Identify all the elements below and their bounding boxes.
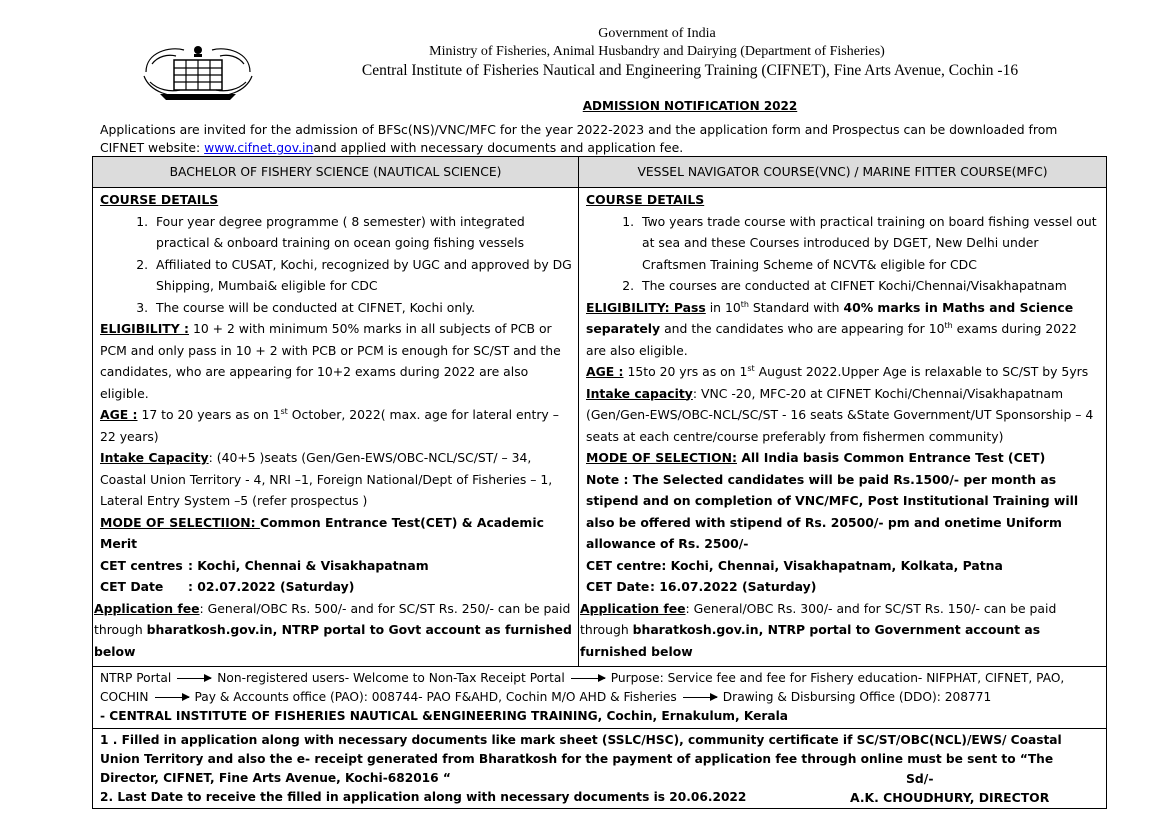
mode-label: MODE OF SELECTIION: [100, 514, 260, 530]
eligibility-text-b: Standard with [748, 299, 844, 315]
notice-title: ADMISSION NOTIFICATION 2022 [582, 99, 798, 113]
list-item: 1. Two years trade course with practical training on board fishing vessel out at sea and these Courses introduced by DGET, New Delhi under Craftsmen Training Scheme of NCVT& eligible for CDC [638, 211, 1100, 276]
cet-centres-label: CET centres [100, 557, 183, 573]
list-item: 1. Four year degree programme ( 8 semester) with integrated practical & onboard training on ocean going fishing vessels [152, 211, 572, 254]
intro-text-after: and applied with necessary documents and application fee. [313, 140, 684, 155]
fee-section [93, 598, 572, 663]
ntrp-step-3: Purpose: Service fee and fee for Fishery education- NIFPHAT, CIFNET, PAO, COCHIN [100, 671, 1065, 704]
eligibility-label: ELIGIBILITY: Pass [586, 299, 706, 315]
cet-date-row [586, 576, 1100, 598]
cet-date-label: CET Date [586, 579, 650, 594]
mode-section [586, 447, 1100, 469]
eligibility-section [100, 318, 572, 404]
eligibility-text-c: and the candidates who are appearing for 10 [660, 321, 945, 336]
mode-text: All India basis Common Entrance Test (CET) [737, 450, 1046, 465]
intake-section [100, 447, 572, 512]
signature-sd: Sd/- [906, 771, 934, 786]
list-item: 2. Affiliated to CUSAT, Kochi, recognized by UGC and approved by DG Shipping, Mumbai& eligible for CDC [152, 254, 572, 297]
cifnet-website-link[interactable]: www.cifnet.gov.in [204, 140, 314, 155]
signature-name: A.K. CHOUDHURY, DIRECTOR [850, 790, 1050, 805]
bfsc-details-cell [93, 188, 579, 667]
cet-date-value: : 02.07.2022 (Saturday) [188, 579, 355, 594]
age-label: AGE : [100, 407, 138, 422]
eligibility-sup-2: th [944, 320, 953, 330]
eligibility-bold: 40% marks in Maths and Science separately [586, 299, 1074, 336]
age-label: AGE : [586, 364, 624, 379]
age-section [586, 361, 1100, 383]
fee-text: : General/OBC Rs. 300/- and for SC/ST Rs. 150/- can be paid through [580, 600, 1057, 637]
intro-paragraph [100, 121, 1100, 157]
right-column-heading: VESSEL NAVIGATOR COURSE(VNC) / MARINE FITTER COURSE(MFC) [579, 157, 1107, 188]
intake-text: : VNC -20, MFC-20 at CIFNET Kochi/Chennai/Visakhapatnam (Gen/Gen-EWS/OBC-NCL/SC/ST - 16 seats &State Government/UT Sponsorship – 4 seats at each centre/course preferably from fishermen community) [586, 385, 1094, 444]
cet-centres-value: : Kochi, Chennai & Visakhapatnam [188, 557, 429, 573]
course-details-label: COURSE DETAILS [100, 192, 219, 207]
ntrp-step-2: Non-registered users- Welcome to Non-Tax Receipt Portal [217, 671, 565, 685]
intake-section [586, 383, 1100, 448]
stipend-note: Note : The Selected candidates will be paid Rs.1500/- per month as stipend and on completion of VNC/MFC, Post Institutional Training will also be offered with stipend of Rs. 20500/- pm and onetime Uniform allowance of Rs. 2500/- [586, 471, 1079, 551]
age-section [100, 404, 572, 447]
intake-text: : (40+5 )seats (Gen/Gen-EWS/OBC-NCL/SC/ST/ – 34, Coastal Union Territory - 4, NRI –1, Foreign National/Dept of Fisheries – 1, Lateral Entry System –5 (refer prospectus ) [100, 450, 553, 508]
arrow-right-icon [571, 678, 605, 679]
arrow-right-icon [155, 697, 189, 698]
eligibility-text: in 10 [705, 299, 741, 315]
intake-label: Intake Capacity [100, 450, 209, 465]
ntrp-step-5: Drawing & Disbursing Office (DDO): 208771 [722, 690, 992, 704]
eligibility-sup: th [740, 299, 749, 309]
ntrp-payment-path-cell [93, 667, 1107, 729]
mode-section [100, 512, 572, 555]
vnc-mfc-details-cell [579, 188, 1107, 667]
list-item: 3. The course will be conducted at CIFNET, Kochi only. [152, 297, 572, 319]
fee-section [579, 598, 1100, 663]
ntrp-portal-label: NTRP Portal [100, 671, 172, 685]
age-text-b: October, 2022( max. age for lateral entry – 22 years) [100, 407, 559, 444]
fee-label: Application fee [94, 600, 200, 616]
age-text: 15to 20 yrs as on 1 [623, 364, 748, 379]
age-sup: st [747, 363, 755, 373]
instruction-item-2: 2. Last Date to receive the filled in application along with necessary documents is 20.06.2022 [100, 790, 747, 804]
eligibility-label: ELIGIBILITY : [100, 321, 190, 336]
cet-date-label: CET Date [100, 579, 164, 594]
ntrp-step-4: Pay & Accounts office (PAO): 008744- PAO F&AHD, Cochin M/O AHD & Fisheries [194, 690, 677, 704]
course-details-list [100, 211, 572, 319]
mode-label: MODE OF SELECTION: [586, 450, 737, 465]
age-text-b: August 2022.Upper Age is relaxable to SC/ST by 5yrs [754, 364, 1089, 379]
cet-date-value: : 16.07.2022 (Saturday) [650, 579, 817, 594]
eligibility-section [586, 297, 1100, 362]
government-emblem-icon [140, 42, 256, 102]
course-details-label: COURSE DETAILS [586, 192, 705, 207]
list-item: 2. The courses are conducted at CIFNET Kochi/Chennai/Visakhapatnam [638, 275, 1100, 297]
eligibility-text-d: exams during 2022 are also eligible. [586, 321, 1077, 358]
fee-bold: bharatkosh.gov.in, NTRP portal to Govt account as furnished below [94, 622, 572, 659]
intro-text: Applications are invited for the admission of BFSc(NS)/VNC/MFC for the year 2022-2023 and the application form and Prospectus can be downloaded from CIFNET website: [100, 122, 1058, 155]
course-details-list [586, 211, 1100, 297]
cet-date-row [100, 576, 572, 598]
header-government: Government of India [598, 26, 716, 41]
header-ministry: Ministry of Fisheries, Animal Husbandry and Dairying (Department of Fisheries) [429, 44, 885, 59]
instruction-item-1: 1 . Filled in application along with necessary documents like mark sheet (SSLC/HSC), community certificate if SC/ST/OBC(NCL)/EWS/ Coastal Union Territory and also the e- receipt generated from Bharatkosh for the payment of application fee through online must be sent to “The Director, CIFNET, Fine Arts Avenue, Kochi-682016 “ [100, 733, 1062, 785]
fee-label: Application fee [580, 600, 686, 616]
arrow-right-icon [177, 678, 211, 679]
header-institute: Central Institute of Fisheries Nautical and Engineering Training (CIFNET), Fine Arts Avenue, Cochin -16 [361, 62, 1019, 79]
ntrp-institute: - CENTRAL INSTITUTE OF FISHERIES NAUTICAL &ENGINEERING TRAINING, Cochin, Ernakulum, Kerala [100, 709, 789, 723]
admission-table [92, 156, 1107, 809]
mode-text: Common Entrance Test(CET) & Academic Merit [100, 514, 544, 551]
eligibility-text: 10 + 2 with minimum 50% marks in all subjects of PCB or PCM and only pass in 10 + 2 with PCB or PCM is enough for SC/ST and the candidates, who are appearing for 10+2 exams during 2022 are also eligible. [100, 321, 561, 401]
age-sup: st [280, 406, 288, 416]
left-column-heading: BACHELOR OF FISHERY SCIENCE (NAUTICAL SCIENCE) [93, 157, 579, 188]
age-text: 17 to 20 years as on 1 [137, 407, 281, 422]
fee-bold: bharatkosh.gov.in, NTRP portal to Government account as furnished below [580, 622, 1041, 659]
arrow-right-icon [683, 697, 717, 698]
intake-label: Intake capacity [586, 385, 693, 401]
cet-centre-row: CET centre: Kochi, Chennai, Visakhapatnam, Kolkata, Patna [586, 557, 1003, 573]
fee-text: : General/OBC Rs. 500/- and for SC/ST Rs. 250/- can be paid through [94, 600, 571, 637]
cet-centres-row [100, 555, 572, 577]
